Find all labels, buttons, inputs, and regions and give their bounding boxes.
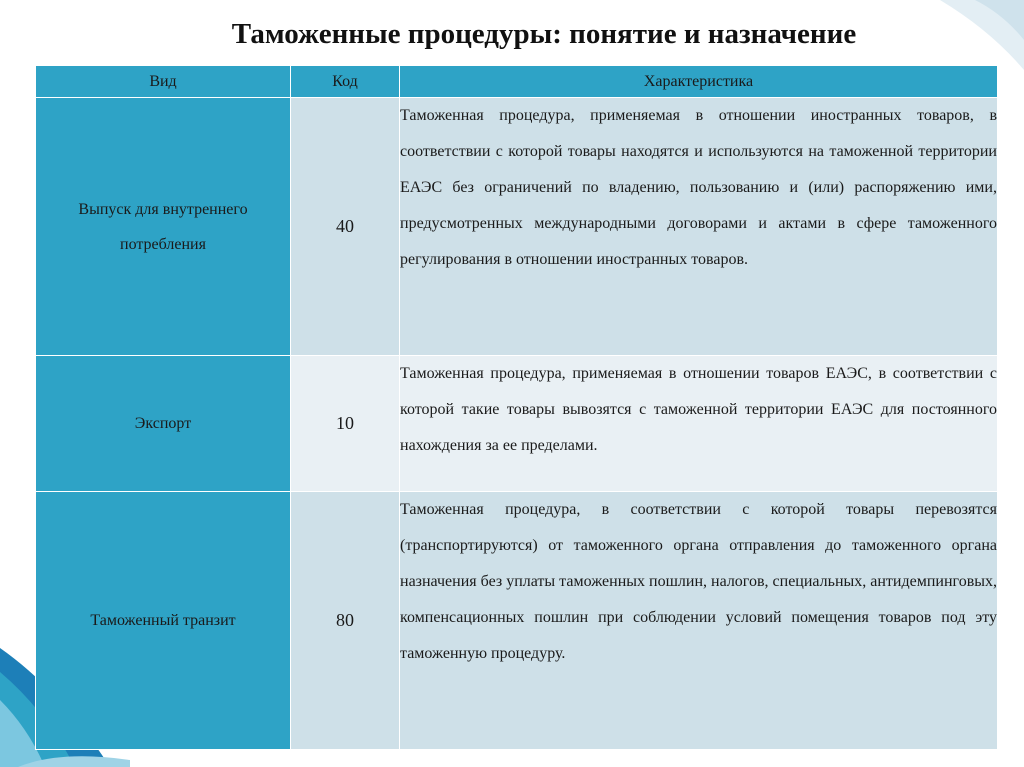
table-row bbox=[36, 356, 998, 492]
procedure-description: Таможенная процедура, применяемая в отношении товаров ЕАЭС, в соответствии с которой такие товары вывозятся с таможенной территории ЕАЭС для постоянного нахождения за ее пределами. bbox=[400, 356, 998, 492]
column-header-description: Характеристика bbox=[400, 66, 998, 98]
table-row bbox=[36, 492, 998, 750]
table-header-row bbox=[36, 66, 998, 98]
column-header-code: Код bbox=[291, 66, 400, 98]
procedure-kind: Выпуск для внутреннего потребления bbox=[36, 98, 291, 356]
procedure-description: Таможенная процедура, в соответствии с которой товары перевозятся (транспортируются) от таможенного органа отправления до таможенного органа назначения без уплаты таможенных пошлин, налогов, специальных, антидемпинговых, компенсационных пошлин при соблюдении условий помещения товаров под эту таможенную процедуру. bbox=[400, 492, 998, 750]
procedure-code: 80 bbox=[291, 492, 400, 750]
procedure-code: 40 bbox=[291, 98, 400, 356]
procedure-kind: Таможенный транзит bbox=[36, 492, 291, 750]
procedure-description: Таможенная процедура, применяемая в отношении иностранных товаров, в соответствии с которой товары находятся и используются на таможенной территории ЕАЭС без ограничений по владению, пользованию и (или) распоряжению ими, предусмотренных международными договорами и актами в сфере таможенного регулирования в отношении иностранных товаров. bbox=[400, 98, 998, 356]
procedure-kind: Экспорт bbox=[36, 356, 291, 492]
table-row bbox=[36, 98, 998, 356]
procedure-code: 10 bbox=[291, 356, 400, 492]
customs-procedures-table bbox=[35, 65, 998, 750]
page-title: Таможенные процедуры: понятие и назначение bbox=[231, 18, 857, 50]
column-header-kind: Вид bbox=[36, 66, 291, 98]
